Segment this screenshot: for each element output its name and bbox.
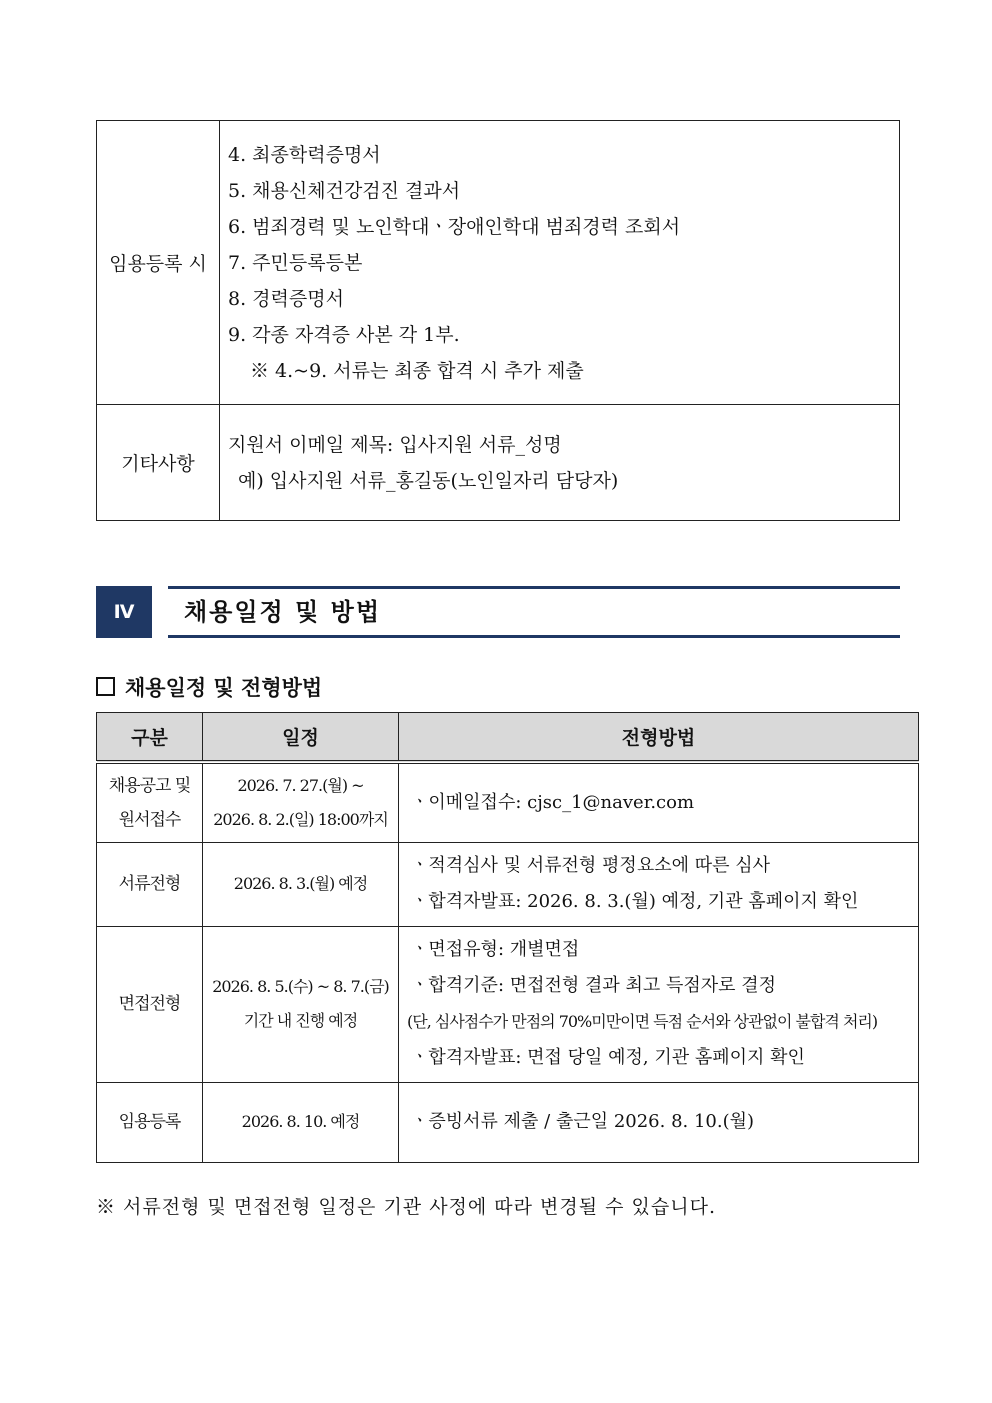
table-row	[97, 1082, 919, 1162]
list-item: ㆍ적격심사 및 서류전형 평정요소에 따른 심사	[411, 855, 770, 876]
list-item: 5. 채용신체건강검진 결과서	[228, 179, 461, 202]
schedule-table	[96, 712, 919, 1163]
list-item: ㆍ합격자발표: 2026. 8. 3.(월) 예정, 기관 홈페이지 확인	[411, 891, 859, 912]
category-cell: 서류전형	[97, 842, 203, 926]
section-number: Ⅳ	[96, 586, 152, 638]
section-header	[96, 586, 900, 638]
table-row	[97, 121, 900, 405]
list-item: (단, 심사점수가 만점의 70%미만이면 득점 순서와 상관없이 불합격 처리)	[407, 1012, 878, 1031]
category-cell: 임용등록	[97, 1082, 203, 1162]
submission-note: ※ 4.~9. 서류는 최종 합격 시 추가 제출	[250, 359, 584, 382]
table-row	[97, 405, 900, 521]
column-header: 구분	[97, 713, 203, 763]
schedule-cell: 2026. 8. 3.(월) 예정	[203, 842, 399, 926]
row-content	[220, 121, 900, 405]
subsection-heading	[96, 672, 322, 702]
row-content	[220, 405, 900, 521]
table-header-row	[97, 713, 919, 763]
list-item: ㆍ합격기준: 면접전형 결과 최고 득점자로 결정	[411, 975, 777, 996]
method-cell	[399, 926, 919, 1082]
schedule-cell: 2026. 8. 5.(수) ~ 8. 7.(금) 기간 내 진행 예정	[203, 926, 399, 1082]
section-title: 채용일정 및 방법	[184, 598, 381, 626]
email-address-text: ㆍ이메일접수: cjsc_1@naver.com	[411, 791, 695, 813]
list-item: 9. 각종 자격증 사본 각 1부.	[228, 323, 460, 346]
method-cell	[399, 842, 919, 926]
list-item: 4. 최종학력증명서	[228, 143, 381, 166]
column-header: 일정	[203, 713, 399, 763]
row-label: 임용등록 시	[97, 121, 220, 405]
list-item: ㆍ합격자발표: 면접 당일 예정, 기관 홈페이지 확인	[411, 1047, 805, 1068]
subsection-title: 채용일정 및 전형방법	[125, 676, 323, 700]
column-header: 전형방법	[399, 713, 919, 763]
method-cell	[399, 1082, 919, 1162]
email-subject-text: 지원서 이메일 제목: 입사지원 서류_성명	[228, 433, 562, 456]
email-example-text: 예) 입사지원 서류_홍길동(노인일자리 담당자)	[238, 469, 619, 492]
checkbox-square-icon	[96, 677, 115, 696]
list-item: 6. 범죄경력 및 노인학대ㆍ장애인학대 범죄경력 조회서	[228, 215, 681, 238]
category-cell: 채용공고 및 원서접수	[97, 762, 203, 842]
row-label: 기타사항	[97, 405, 220, 521]
category-cell: 면접전형	[97, 926, 203, 1082]
list-item: 8. 경력증명서	[228, 287, 344, 310]
section-title-bar	[168, 586, 900, 638]
table-row	[97, 842, 919, 926]
schedule-cell: 2026. 8. 10. 예정	[203, 1082, 399, 1162]
list-item: ㆍ증빙서류 제출 / 출근일 2026. 8. 10.(월)	[411, 1111, 755, 1132]
footnote: ※ 서류전형 및 면접전형 일정은 기관 사정에 따라 변경될 수 있습니다.	[96, 1196, 716, 1218]
method-cell	[399, 762, 919, 842]
table-row	[97, 926, 919, 1082]
list-item: ㆍ면접유형: 개별면접	[411, 939, 580, 960]
documents-table	[96, 120, 900, 521]
list-item: 7. 주민등록등본	[228, 251, 363, 274]
table-row	[97, 762, 919, 842]
schedule-cell: 2026. 7. 27.(월) ~ 2026. 8. 2.(일) 18:00까지	[203, 762, 399, 842]
